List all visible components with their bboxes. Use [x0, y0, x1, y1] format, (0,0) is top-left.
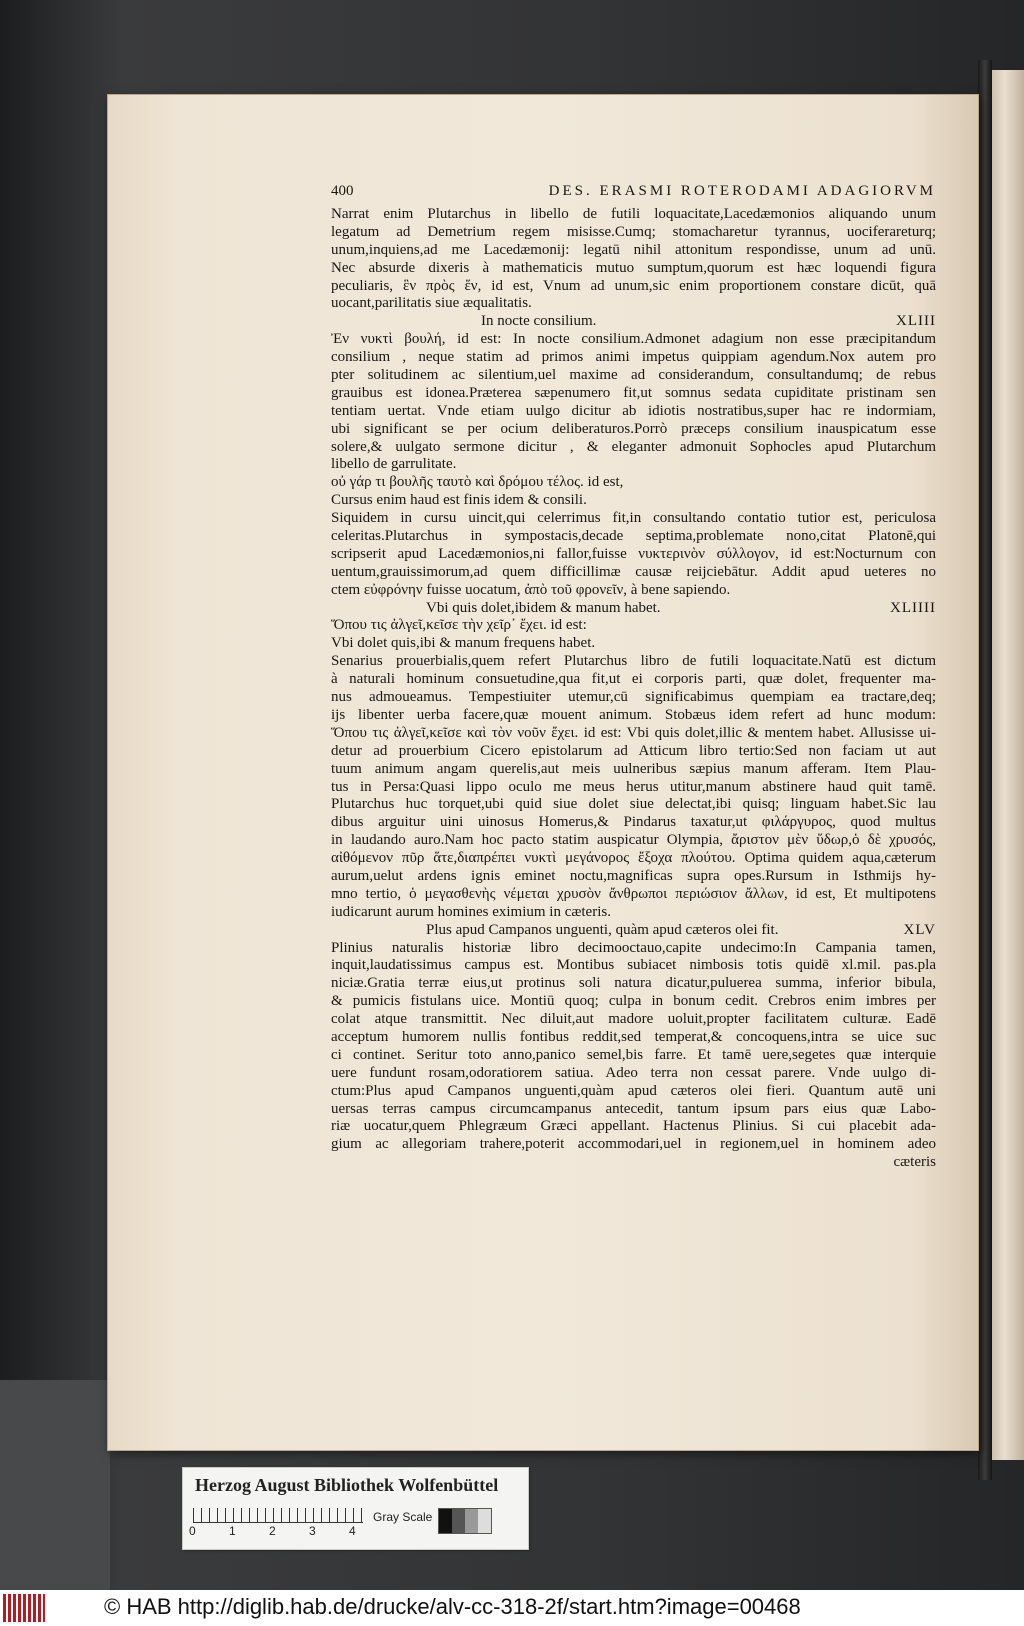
- text-line: Nec absurde dixeris à mathematicis mutuo sumptum,quorum est hæc loquendi figura: [331, 259, 936, 276]
- source-url-link[interactable]: © HAB http://diglib.hab.de/drucke/alv-cc-318-2f/start.htm?image=00468: [104, 1594, 801, 1619]
- catchword: cæteris: [893, 1154, 936, 1171]
- text-line: Cursus enim haud est finis idem & consili.: [331, 492, 587, 509]
- text-line: Vbi dolet quis,ibi & manum frequens habet.: [331, 635, 596, 652]
- text-line: libello de garrulitate.: [331, 456, 457, 473]
- text-line: Ὅπου τις ἀλγεῖ,κεῖσε καὶ τὸν νοῦν ἔχει. id est: Vbi quis dolet,illic & mentem habet. Allusisse ui-: [331, 724, 936, 741]
- adage-number: XLIIII: [890, 599, 936, 616]
- text-line: αἰθόμενον πῦρ ἅτε,διαπρέπει νυκτὶ μεγάνορος ἔξοχα πλούτου. Optima quidem aqua,cæterum: [331, 850, 936, 867]
- text-line: solere,& uulgato sermone dicitur , & eleganter admonuit Sophocles apud Plutarchum: [331, 438, 936, 455]
- text-line: mno tertio, ὁ μεγασθενὴς νέμεται χρυσὸν ἄνθρωποι περιώσιον ἄλλων, id est, Et multipotens: [331, 885, 936, 902]
- text-line: inquit,laudatissimus campus est. Montibus subiacet nimbosis totis quidē xl.mil. pas.pla: [331, 957, 936, 974]
- text-line: detur ad prouerbium Cicero epistolarum ad Atticum libro tertio:Sed non faciam ut aut: [331, 742, 936, 759]
- text-line: tuum animum angam querelis,aut meis uulneribus sæpius manum afferam. Item Plau-: [331, 760, 936, 777]
- text-line: riæ uocatur,quem Phlegræum Græci appellant. Hactenus Plinius. Si cui placebit ada-: [331, 1118, 936, 1135]
- footer-bar: [0, 1590, 1024, 1626]
- text-line: & pumicis fistulans uice. Montiū quoq; culpa in bonum cedit. Crebros enim imbres per: [331, 993, 936, 1010]
- library-name: Herzog August Bibliothek Wolfenbüttel: [195, 1475, 499, 1495]
- gray-scale-label: Gray Scale: [373, 1510, 433, 1524]
- text-line: pter solitudinem ac silentium,uel maxime ad considerandum, consultandumq; de rebus: [331, 367, 936, 384]
- text-line: ci continet. Seritur toto anno,panico semel,bis farre. Et tamē uere,segetes quæ interquie: [331, 1046, 936, 1063]
- text-line: ubi significant se per ocium deliberaturos.Porrò præceps consilium inauspicatum esse: [331, 420, 936, 437]
- text-line: celeritas.Plutarchus in sympostacis,decade septima,problemate nono,citat Platonē,qui: [331, 528, 936, 545]
- text-line: iudicarunt aurum homines eximium in cæteris.: [331, 903, 611, 920]
- text-line: legatum ad Demetrium regem misisse.Cumq; stomacharetur tyrannus, uociferareturq;: [331, 223, 936, 240]
- adage-number: XLV: [903, 921, 936, 938]
- gray-scale-swatch: [438, 1508, 492, 1534]
- adage-title: In nocte consilium.: [481, 313, 597, 330]
- text-line: ctum:Plus apud Campanos unguenti,quàm apud cæteros olei fieri. Quantum autē uni: [331, 1082, 936, 1099]
- measurement-ruler: [193, 1508, 363, 1523]
- text-line: colat atque transmittit. Nec diluit,aut madore uoluit,propter facilitatem culturæ. Eadē: [331, 1011, 936, 1028]
- text-line: ctem εὐφρόνην fuisse uocatum, ἀπὸ τοῦ φρονεῖν, à bene sapiendo.: [331, 581, 731, 598]
- text-line: dibus arguitur uini uinosus Homerus,& Pindarus taxatur,ut φιλάργυρος, quod multus: [331, 814, 936, 831]
- text-line: peculiaris, ἓν πρὸς ἕν, id est, Vnum ad unum,sic enim proportionem constare dicūt, quā: [331, 277, 936, 294]
- page-text-block: [331, 183, 936, 1172]
- text-lines: [331, 206, 936, 1154]
- ruler-number: 2: [269, 1524, 276, 1538]
- text-line: uentum,grauissimorum,ad quem difficillimæ causæ reijciebātur. Addit apud ueteres no: [331, 563, 936, 580]
- adage-title: Plus apud Campanos unguenti, quàm apud cæteros olei fit.: [426, 921, 779, 938]
- adage-title: Vbi quis dolet,ibidem & manum habet.: [426, 599, 661, 616]
- text-line: tentiam uertat. Vnde etiam uulgo dicitur ab idiotis nostratibus,super hac re indormiam,: [331, 402, 936, 419]
- hab-logo-icon: [3, 1594, 45, 1622]
- text-line: ijs libenter uerba facere,quæ mouent animum. Stobæus idem refert ad hunc modum:: [331, 706, 936, 723]
- book-gutter: [978, 60, 992, 1480]
- text-line: Ἐν νυκτὶ βουλή, id est: In nocte consilium.Admonet adagium non esse præcipitandum: [331, 331, 936, 348]
- text-line: niciæ.Gratia terræ eius,ut protinus soli natura dicatur,puluerea summa, inferior bibula,: [331, 975, 936, 992]
- page-number: 400: [331, 183, 354, 199]
- ruler-number: 1: [229, 1524, 236, 1538]
- ruler-number: 3: [309, 1524, 316, 1538]
- text-line: Plinius naturalis historiæ libro decimooctauo,capite undecimo:In Campania tamen,: [331, 939, 936, 956]
- ruler-number: 0: [189, 1524, 196, 1538]
- text-line: grauibus est idonea.Præterea sæpenumero fit,ut somnus sedata cupiditate pristinam sen: [331, 384, 936, 401]
- text-line: Ὅπου τις ἀλγεῖ,κεῖσε τὴν χεῖρ᾽ ἔχει. id est:: [331, 617, 587, 634]
- library-label-card: [182, 1467, 529, 1550]
- running-head: [331, 183, 936, 204]
- text-line: uere fundunt rosam,odoratiorem satiua. Adeo terra non cessat parere. Vnde uulgo di-: [331, 1064, 936, 1081]
- adage-heading: [331, 600, 936, 618]
- adage-heading: [331, 313, 936, 331]
- facing-page-edge: [992, 70, 1024, 1460]
- text-line: Plutarchus huc torquet,ubi quid siue dolet siue delectat,ibi quisq; linguam habet.Sic lau: [331, 796, 936, 813]
- text-line: Narrat enim Plutarchus in libello de futili loquacitate,Lacedæmonios aliquando unum: [331, 206, 936, 222]
- text-line: gium ac allegoriam trahere,poterit accommodari,uel in regionem,uel in hominem adeo: [331, 1136, 936, 1153]
- book-cradle: [0, 1380, 110, 1590]
- text-line: nus admoueamus. Tempestiuiter utemur,cū significabimus quempiam ea tractare,deq;: [331, 689, 936, 706]
- text-line: consilium , neque statim ad primos animi impetus quippiam agendum.Nox autem pro: [331, 349, 936, 366]
- text-line: tus in Persa:Quasi lippo oculo me meus herus utitur,manum abstinere haud quit tamē.: [331, 778, 936, 795]
- text-line: scripserit apud Lacedæmonios,ni fallor,fuisse νυκτερινὸν σύλλογον, id est:Nocturnum con: [331, 545, 936, 562]
- text-line: Senarius prouerbialis,quem refert Plutarchus libro de futili loquacitate.Natū est dictum: [331, 653, 936, 670]
- ruler-number: 4: [349, 1524, 356, 1538]
- text-line: uersas terras campus circumcampanus antecedit, tantum ipsum pars eius quæ Labo-: [331, 1100, 936, 1117]
- text-line: uocant,parilitatis siue æqualitatis.: [331, 295, 532, 312]
- running-head-title: DES. ERASMI ROTERODAMI ADAGIORVM: [548, 183, 936, 199]
- ruler-numbers: [189, 1524, 369, 1540]
- text-line: οὐ γάρ τι βουλῆς ταυτὸ καὶ δρόμου τέλος. id est,: [331, 474, 624, 491]
- text-line: à naturali hominum consuetudine,qua fit,ut ei corporis parti, quæ dolet, frequenter ma-: [331, 671, 936, 688]
- text-line: Siquidem in cursu uincit,qui celerrimus fit,in consultando contatio tutior est, periculosa: [331, 510, 936, 527]
- text-line: acceptum humorem nullis fontibus reddit,sed temperat,& concoquens,intra se uice suc: [331, 1028, 936, 1045]
- text-line: in laudando auro.Nam hoc pacto statim auspicatur Olympia, ἄριστον μὲν ὕδωρ,ὁ δὲ χρυσός,: [331, 832, 936, 849]
- adage-heading: [331, 922, 936, 940]
- text-line: aurum,uelut ardens ignis eminet noctu,magnificas supra opes.Rursum in Isthmijs hy-: [331, 867, 936, 884]
- adage-number: XLIII: [896, 313, 936, 330]
- text-line: unum,inquiens,ad me Lacedæmonij: legatū nihil attonitum respondisse, unum ad unū.: [331, 241, 936, 258]
